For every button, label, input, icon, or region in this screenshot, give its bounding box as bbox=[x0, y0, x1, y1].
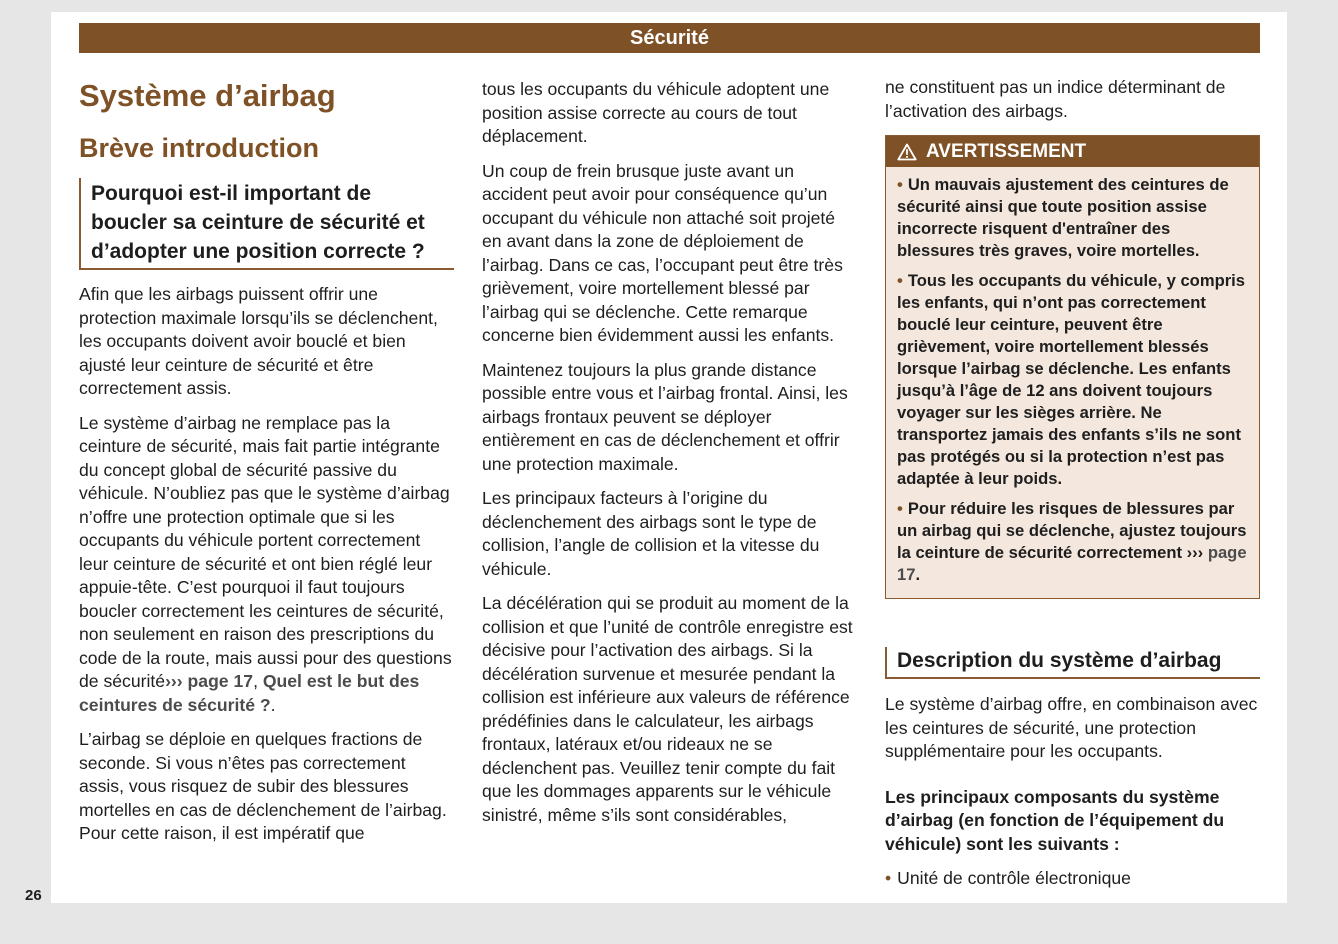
paragraph: Maintenez toujours la plus grande distance possible entre vous et l’airbag frontal. Ainsi, les airbags frontaux peuvent se déployer entièrement en cas de déclenchement et offrir une protection maximale. bbox=[482, 359, 848, 474]
column-1 bbox=[79, 76, 454, 857]
chapter-reference-link[interactable]: Quel est le but des ceintures de sécurité ? bbox=[79, 671, 420, 715]
bullet-icon: • bbox=[897, 271, 903, 290]
paragraph: Afin que les airbags puissent offrir une protection maximale lorsqu’ils se déclenchent, les occupants doivent avoir bouclé et bien ajusté leur ceinture de sécurité et être correctement assis. bbox=[79, 284, 438, 398]
paragraph: L’airbag se déploie en quelques fractions de seconde. Si vous n’êtes pas correctement assis, vous risquez de subir des blessures mortelles en cas de déclenchement de l’airbag. Pour cette raison, il est impératif que bbox=[79, 729, 447, 843]
warning-item-text: Un mauvais ajustement des ceintures de sécurité ainsi que toute position assise incorrecte risquent d'entraîner des blessures très graves, voire mortelles. bbox=[897, 175, 1229, 260]
paragraph-text: Le système d’airbag ne remplace pas la ceinture de sécurité, mais fait partie intégrante du concept global de sécurité passive du véhicule. N’oubliez pas que le système d’airbag n’offre une protection optimale que si les occupants du véhicule portent correctement leur ceinture de sécurité et ont bien réglé leur appuie-tête. C’est pourquoi il faut toujours boucler correctement les ceintures de sécurité, non seulement en raison des prescriptions du code de la route, mais aussi pour des questions de sécurité bbox=[79, 412, 452, 691]
paragraph-with-reference bbox=[79, 412, 454, 718]
list-item bbox=[885, 867, 1260, 891]
warning-triangle-icon bbox=[897, 143, 917, 161]
paragraph: ne constituent pas un indice déterminant de l’activation des airbags. bbox=[885, 77, 1226, 121]
bullet-icon: • bbox=[885, 868, 892, 888]
double-chevron-icon: ››› bbox=[165, 671, 183, 691]
paragraph: La décélération qui se produit au moment de la collision et que l’unité de contrôle enregistre est décisive pour l’activation des airbags. Si la décélération survenue et mesurée pendant la collision est inférieure aux valeurs de référence prédéfinies dans le calculateur, les airbags frontaux, latéraux et/ou rideaux ne se déclenchent pas. Veuillez tenir compte du fait que les dommages apparents sur le véhicule sinistré, même s’ils sont considérables, bbox=[482, 593, 853, 825]
warning-item bbox=[897, 174, 1249, 262]
section-header-bar bbox=[79, 23, 1260, 53]
column-3 bbox=[885, 76, 1260, 891]
section-header-title: Sécurité bbox=[630, 26, 709, 49]
punctuation: . bbox=[270, 694, 276, 715]
page-number: 26 bbox=[25, 887, 42, 904]
warning-item bbox=[897, 498, 1249, 586]
paragraph: Les principaux facteurs à l’origine du déclenchement des airbags sont le type de collision, l’angle de collision et la vitesse du véhicule. bbox=[482, 488, 820, 579]
page-link-text: page 17 bbox=[897, 543, 1247, 584]
warning-item bbox=[897, 270, 1249, 490]
warning-item-text: Tous les occupants du véhicule, y compris les enfants, qui n’ont pas correctement bouclé leur ceinture, peuvent être grièvement, voire mortellement blessés lorsque l’airbag se déclenche. Les enfants jusqu’à l’âge de 12 ans doivent toujours voyager sur les sièges arrière. Ne transportez jamais des enfants s’ils ne sont pas protégés ou si la protection n’est pas adaptée à leur poids. bbox=[897, 271, 1246, 488]
bullet-icon: • bbox=[897, 499, 903, 518]
page-reference-link[interactable] bbox=[165, 671, 253, 691]
bullet-icon: • bbox=[897, 175, 903, 194]
warning-item-text: Pour réduire les risques de blessures par un airbag qui se déclenche, ajustez toujours la ceinture de sécurité correctement bbox=[897, 499, 1247, 562]
subsection-title: Brève introduction bbox=[79, 133, 320, 163]
list-item-text: Unité de contrôle électronique bbox=[897, 868, 1131, 888]
page-link-text: page 17 bbox=[187, 671, 254, 691]
column-2 bbox=[482, 78, 858, 838]
warning-box bbox=[885, 135, 1260, 599]
question-heading: Pourquoi est-il important de boucler sa ceinture de sécurité et d’adopter une position correcte ? bbox=[79, 178, 454, 270]
warning-body bbox=[886, 167, 1259, 598]
warning-title: AVERTISSEMENT bbox=[926, 140, 1087, 162]
warning-header bbox=[886, 136, 1259, 167]
paragraph: Le système d’airbag offre, en combinaison avec les ceintures de sécurité, une protection supplémentaire pour les occupants. bbox=[885, 694, 1258, 761]
double-chevron-icon: ››› bbox=[1186, 543, 1204, 562]
paragraph: Un coup de frein brusque juste avant un accident peut avoir pour conséquence qu’un occupant du véhicule non attaché soit projeté en avant dans la zone de déploiement de l’airbag. Dans ce cas, l’occupant peut être très grièvement, voire mortellement blessé par l’airbag qui se déclenche. Cette remarque concerne bien évidemment aussi les enfants. bbox=[482, 160, 843, 345]
punctuation: . bbox=[915, 565, 921, 584]
section-heading: Description du système d’airbag bbox=[885, 647, 1260, 679]
paragraph: tous les occupants du véhicule adoptent une position assise correcte au cours de tout déplacement. bbox=[482, 79, 830, 146]
punctuation: , bbox=[253, 671, 258, 691]
components-intro: Les principaux composants du système d’airbag (en fonction de l’équipement du véhicule) sont les suivants : bbox=[885, 786, 1225, 854]
page-title: Système d’airbag bbox=[79, 78, 336, 113]
